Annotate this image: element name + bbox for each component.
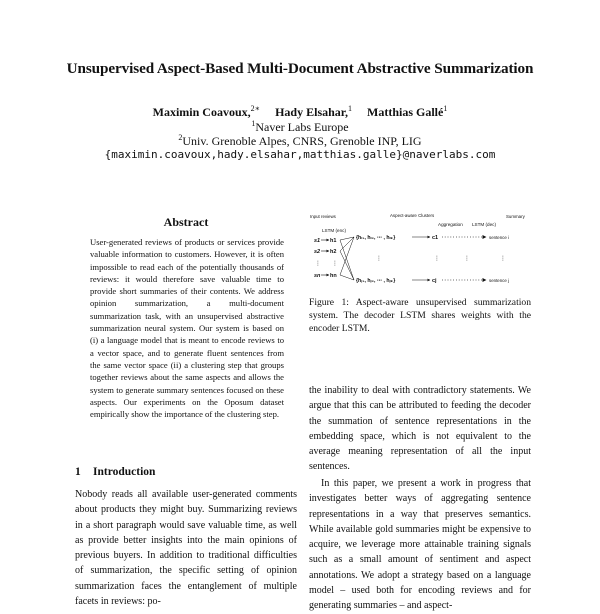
affiliation-mark: 1	[251, 119, 256, 128]
section-title: Introduction	[93, 466, 156, 478]
edge-h1-cluster1	[340, 237, 354, 240]
author-affiliation-mark: 1	[443, 104, 448, 113]
author-name: Matthias Gallé	[367, 105, 444, 119]
edge-h2-cluster1	[340, 237, 354, 251]
edge-h1-cluster2	[340, 240, 354, 280]
paper-title: Unsupervised Aspect-Based Multi-Document Abstractive Summarization	[66, 60, 534, 77]
body-paragraph: In this paper, we present a work in progress that investigates better ways of aggregating sentence representations in a way that preserves semantics. While available gold summaries might be expensive to acquire, we leverage more attainable training signals such as a small amount of sentiment and aspect annotations. We adopt a strategy based on a language model – used both for encoding reviews and for generating summaries – and aspect-	[309, 478, 531, 612]
cluster-1: {hₗ₁, hₗ₂, ⋯ , hₗₖ}	[356, 235, 396, 241]
cluster-2: {hⱼ₁, hⱼ₂, ⋯ , hⱼₖ}	[356, 278, 396, 284]
affiliation-text: Univ. Grenoble Alpes, CNRS, Grenoble INP, LIG	[182, 134, 422, 148]
decoder-vdots: ⋮	[464, 256, 470, 262]
aggregate-cj: cj	[432, 278, 437, 284]
abstract-heading: Abstract	[163, 215, 209, 229]
input-s1: s1	[314, 238, 321, 244]
section-number: 1	[75, 466, 81, 478]
aggregation-label: Aggregation	[438, 222, 463, 227]
lstm-dec-label: LSTM (dec)	[472, 222, 496, 227]
input-s2: s2	[314, 249, 321, 255]
aggregate-vdots: ⋮	[434, 256, 440, 262]
aggregate-c1: c1	[432, 235, 439, 241]
section-heading	[75, 466, 155, 478]
hidden-vdots: ⋮	[332, 261, 338, 267]
input-vdots: ⋮	[315, 261, 321, 267]
abstract-text: User-generated reviews of products or services provide valuable information to customers. However, it is often impossible to read each of the potentially thousands of reviews: it would therefore save valuable time to provide short summaries of their contents. We address opinion summarization, a multi-document summarization task, with an unsupervised abstractive summarization neural system. Our system is based on (i) a language model that is meant to encode reviews to a vector space, and to generate fluent sentences from the same vector space (ii) a clustering step that groups together reviews about the same aspects and allows the system to generate summary sentences focused on these aspects. Our experiments on the Oposum dataset empirically show the importance of the clustering step.	[90, 237, 284, 420]
figure-caption: Figure 1: Aspect-aware unsupervised summarization system. The decoder LSTM shares weights with the encoder LSTM.	[309, 297, 531, 335]
author-name: Maximin Coavoux,	[152, 105, 251, 119]
summary-sentence-i: sentence i	[489, 235, 510, 240]
cluster-vdots: ⋮	[376, 256, 382, 262]
affiliation	[0, 133, 600, 149]
summary-sentence-j: sentence j	[489, 278, 510, 283]
author-emails: {maximin.coavoux,hady.elsahar,matthias.galle}@naverlabs.com	[104, 148, 496, 161]
author-name: Hady Elsahar,	[275, 105, 349, 119]
edge-hn-cluster1	[340, 237, 354, 275]
author-list	[0, 104, 600, 120]
lstm-enc-label: LSTM (enc)	[322, 228, 346, 233]
input-reviews-label: Input reviews	[310, 214, 336, 219]
hidden-h1: h1	[330, 238, 337, 244]
intro-paragraph: Nobody reads all available user-generated comments about products they might buy. Summarizing reviews in a short paragraph would save valuable time, as well as provide better insights into the main opinions of previous buyers. In addition to traditional difficulties of summarization, the specific setting of opinion summarization faces the entanglement of multiple facets in reviews: po-	[75, 489, 297, 608]
aspect-clusters-label: Aspect-aware Clusters	[390, 213, 435, 218]
summary-vdots: ⋮	[500, 256, 506, 262]
hidden-h2: h2	[330, 249, 337, 255]
input-sn: sn	[314, 273, 321, 279]
affiliation-text: Naver Labs Europe	[255, 120, 349, 134]
affiliation-mark: 2	[178, 133, 183, 142]
author-affiliation-mark: 1	[348, 104, 353, 113]
summary-label: Summary	[506, 214, 525, 219]
body-paragraph: the inability to deal with contradictory statements. We argue that this can be attributed to feeding the decoder the summation of sentence representations in the embedding space, which is not equivalent to the average meaning representation of all the input sentences.	[309, 385, 531, 473]
hidden-hn: hn	[330, 273, 337, 279]
author-affiliation-mark: 2∗	[250, 104, 261, 113]
